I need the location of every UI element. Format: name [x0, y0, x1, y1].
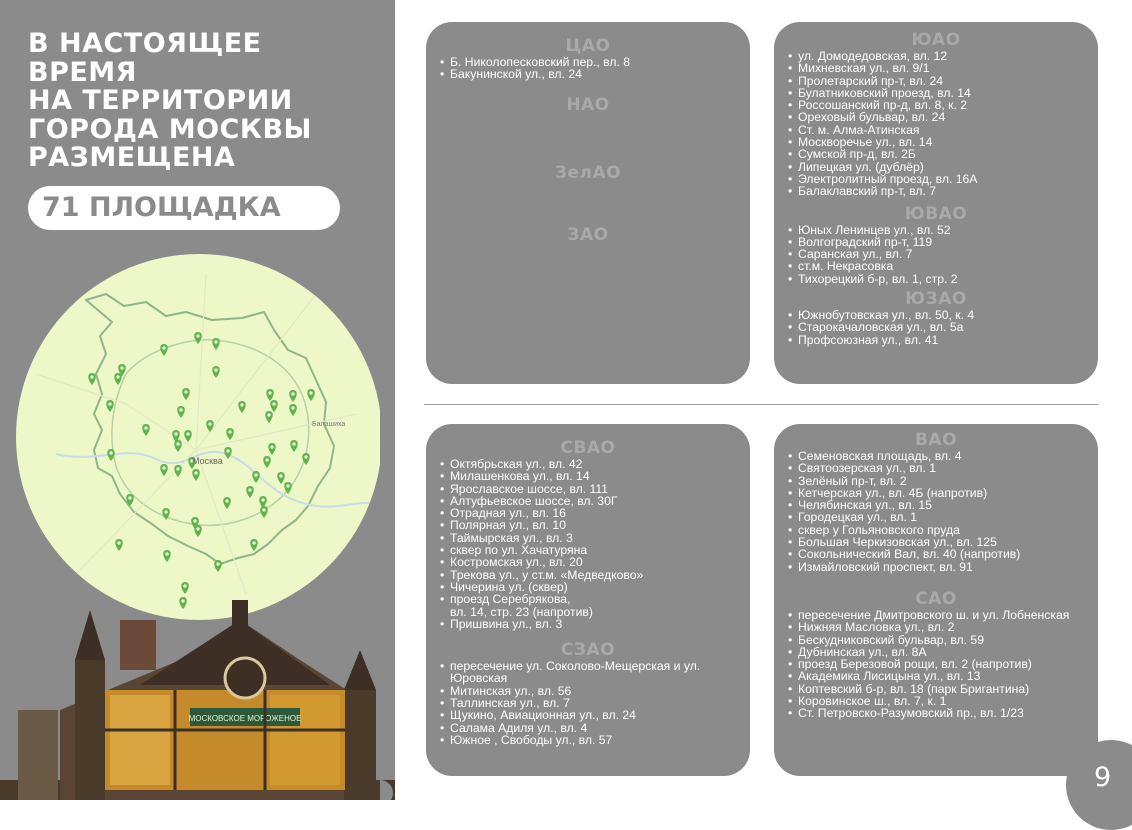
address-item: • Чичерина ул. (сквер): [440, 581, 742, 593]
district-heading: ЦАО: [565, 36, 611, 56]
address-item: • Семеновская площадь, вл. 4: [788, 450, 1090, 462]
address-item: • Нижняя Масловка ул., вл. 2: [788, 621, 1090, 633]
address-item: • Салама Адиля ул., вл. 4: [440, 722, 742, 734]
address-list: [774, 50, 1098, 198]
district-heading: ВАО: [914, 430, 958, 450]
address-item: • Кетчерская ул., вл. 4Б (напротив): [788, 487, 1090, 499]
map-city-label: Москва: [192, 456, 223, 466]
address-item: • Челябинская ул., вл. 15: [788, 499, 1090, 511]
address-item: • Пришвина ул., вл. 3: [440, 618, 742, 630]
district-heading: ЗАО: [567, 224, 609, 245]
address-item: • Старокачаловская ул., вл. 5а: [788, 321, 1090, 333]
address-item: • Ярославское шоссе, вл. 111: [440, 483, 742, 495]
address-item: • Липецкая ул. (дублёр): [788, 161, 1090, 173]
address-item: • Михневская ул., вл. 9/1: [788, 62, 1090, 74]
page-headline: В НАСТОЯЩЕЕ ВРЕМЯ НА ТЕРРИТОРИИ ГОРОДА МОСКВЫ РАЗМЕЩЕНА: [28, 28, 313, 173]
address-item: • Отрадная ул., вл. 16: [440, 507, 742, 519]
address-item: • ст.м. Некрасовка: [788, 260, 1090, 272]
address-item: • Ст. Петровско-Разумовский пр., вл. 1/23: [788, 707, 1090, 719]
address-list: [426, 660, 750, 746]
address-item: • проезд Березовой рощи, вл. 2 (напротив): [788, 658, 1090, 670]
address-item: • Академика Лисицына ул., вл. 13: [788, 670, 1090, 682]
address-item: • Щукино, Авиационная ул., вл. 24: [440, 709, 742, 721]
address-list: [774, 309, 1098, 346]
page-number: 9: [1094, 762, 1112, 793]
address-item: • пересечение Дмитровского ш. и ул. Лобненская: [788, 609, 1090, 621]
address-item: • Россошанский пр-д, вл. 8, к. 2: [788, 99, 1090, 111]
district-heading: ЮАО: [911, 30, 961, 50]
address-item: • Профсоюзная ул., вл. 41: [788, 334, 1090, 346]
address-list: [774, 450, 1098, 573]
address-item: • пересечение ул. Соколово-Мещерская и ул. Юровская: [440, 660, 742, 685]
address-item: • Саранская ул., вл. 7: [788, 248, 1090, 260]
address-list: [426, 458, 750, 630]
district-card-vao-sao: [774, 424, 1098, 776]
address-item: • Ореховый бульвар, вл. 24: [788, 111, 1090, 123]
pavilion-sign: МОСКОВСКОЕ МОРОЖЕНОЕ: [188, 714, 302, 723]
address-item: • Октябрьская ул., вл. 42: [440, 458, 742, 470]
district-heading: ЮЗАО: [905, 289, 967, 310]
address-item: • Балаклавский пр-т, вл. 7: [788, 185, 1090, 197]
address-item: • Пролетарский пр-т, вл. 24: [788, 75, 1090, 87]
address-item: • ул. Домодедовская, вл. 12: [788, 50, 1090, 62]
address-item: • Коровинское ш., вл. 7, к. 1: [788, 695, 1090, 707]
address-item: • сквер по ул. Хачатуряна: [440, 544, 742, 556]
address-item: • Ст. м. Алма-Атинская: [788, 124, 1090, 136]
district-heading: НАО: [566, 94, 610, 115]
pavilion-illustration: [0, 590, 395, 800]
moscow-map: [16, 254, 382, 620]
address-item: • Южнобутовская ул., вл. 50, к. 4: [788, 309, 1090, 321]
district-heading: САО: [915, 588, 957, 609]
address-item: • Трекова ул., у ст.м. «Медведково»: [440, 569, 742, 581]
address-list: [774, 224, 1098, 285]
address-item: • Дубнинская ул., вл. 8А: [788, 646, 1090, 658]
address-item: • Таллинская ул., вл. 7: [440, 697, 742, 709]
map-background: [16, 254, 382, 620]
address-item: • Коптевский б-р, вл. 18 (парк Бригантина): [788, 683, 1090, 695]
section-divider: [424, 404, 1098, 405]
address-item: • Бакунинской ул., вл. 24: [440, 68, 742, 80]
map-place-label: Балашиха: [312, 421, 346, 428]
district-card-cao-nao-zelao-zao: [426, 22, 750, 384]
address-item: • Таймырская ул., вл. 3: [440, 532, 742, 544]
address-item: • Зелёный пр-т, вл. 2: [788, 475, 1090, 487]
site-count-badge: 71 ПЛОЩАДКА: [28, 186, 340, 230]
address-item: • Тихорецкий б-р, вл. 1, стр. 2: [788, 273, 1090, 285]
address-item: • Большая Черкизовская ул., вл. 125: [788, 536, 1090, 548]
address-item: • Митинская ул., вл. 56: [440, 685, 742, 697]
address-item: • Москворечье ул., вл. 14: [788, 136, 1090, 148]
address-list: [774, 609, 1098, 720]
district-heading: СЗАО: [560, 640, 616, 661]
district-card-svao-szao: [426, 424, 750, 776]
address-item: • Булатниковский проезд, вл. 14: [788, 87, 1090, 99]
address-item: • Алтуфьевское шоссе, вл. 30Г: [440, 495, 742, 507]
address-item: • Измайловский проспект, вл. 91: [788, 561, 1090, 573]
address-item: • Полярная ул., вл. 10: [440, 519, 742, 531]
address-item: • Волгоградский пр-т, 119: [788, 236, 1090, 248]
address-item: • Костромская ул., вл. 20: [440, 556, 742, 568]
address-item: • проезд Серебрякова, вл. 14, стр. 23 (напротив): [440, 593, 742, 618]
address-item: • Б. Николопесковский пер., вл. 8: [440, 56, 742, 68]
address-item: • Сокольнический Вал, вл. 40 (напротив): [788, 548, 1090, 560]
left-panel: [0, 0, 395, 800]
address-item: • Электролитный проезд, вл. 16А: [788, 173, 1090, 185]
address-item: • Южное , Свободы ул., вл. 57: [440, 734, 742, 746]
district-card-yuao-yuvao-yuzao: [774, 22, 1098, 384]
address-item: • Сумской пр-д, вл. 2Б: [788, 148, 1090, 160]
address-item: • Бескудниковский бульвар, вл. 59: [788, 634, 1090, 646]
district-heading: СВАО: [560, 438, 616, 458]
address-item: • Милашенкова ул., вл. 14: [440, 470, 742, 482]
district-heading: ЮВАО: [904, 203, 968, 224]
district-heading: ЗелАО: [554, 162, 622, 183]
address-list: [426, 56, 750, 81]
address-item: • сквер у Гольяновского пруда: [788, 524, 1090, 536]
address-item: • Городецкая ул., вл. 1: [788, 511, 1090, 523]
address-item: • Святоозерская ул., вл. 1: [788, 462, 1090, 474]
address-item: • Юных Ленинцев ул., вл. 52: [788, 224, 1090, 236]
scalloped-edge: [380, 0, 410, 800]
